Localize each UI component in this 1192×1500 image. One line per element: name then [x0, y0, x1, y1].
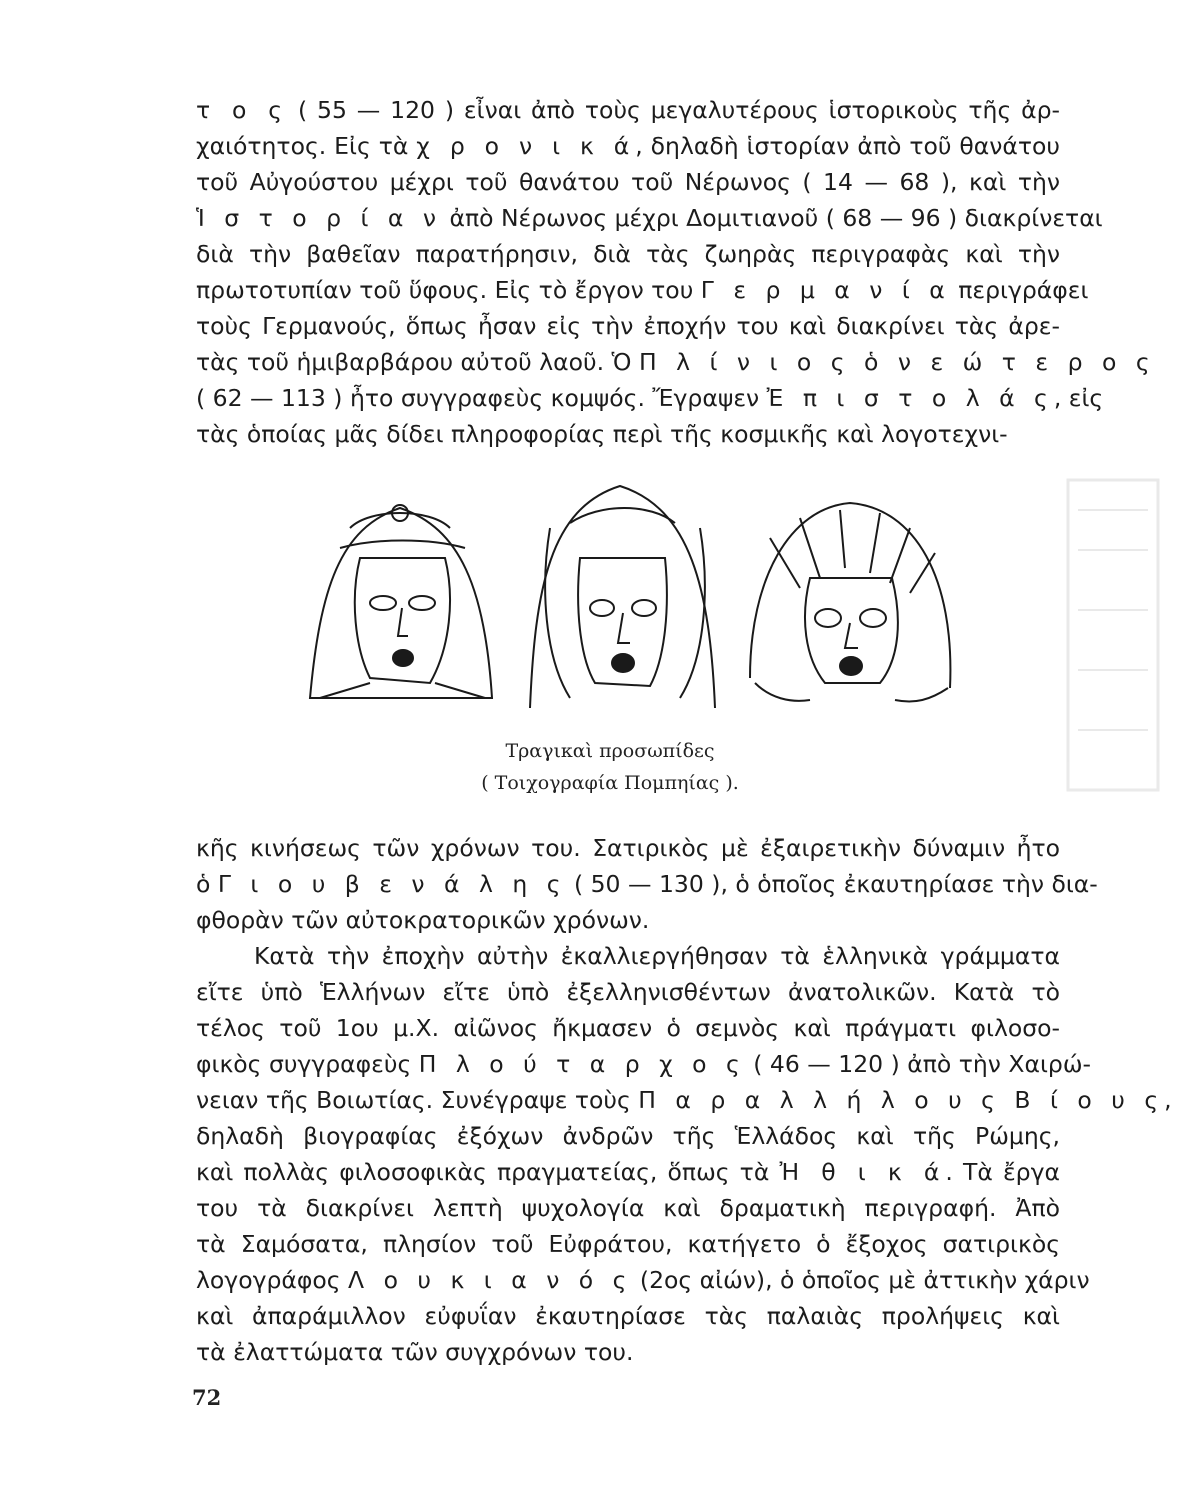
text-run: τὰ Σαμόσατα, πλησίον τοῦ Εὐφράτου, κατήγετο ὁ ἔξοχος σατιρικὸς — [196, 1230, 1060, 1258]
text-run: , — [1164, 1086, 1172, 1114]
text-run: εἴτε ὑπὸ Ἑλλήνων εἴτε ὑπὸ ἐξελληνισθέντων ἀνατολικῶν. Κατὰ τὸ — [196, 978, 1060, 1006]
text-run: φθορὰν τῶν αὐτοκρατορικῶν χρόνων. — [196, 906, 650, 934]
text-run: δηλαδὴ βιογραφίας ἐξόχων ἀνδρῶν τῆς Ἑλλάδος καὶ τῆς Ρώμης, — [196, 1122, 1060, 1150]
text-run: Γ ε ρ μ α ν ί α — [700, 276, 951, 304]
paragraph_3-line — [196, 1010, 1060, 1046]
paragraph_1-line — [196, 344, 1156, 380]
paragraph_3-line — [196, 1154, 1060, 1190]
text-run: Π λ ο ύ τ α ρ χ ο ς — [418, 1050, 746, 1078]
mask-left — [310, 505, 492, 698]
text-run: τέλος τοῦ 1ου μ.Χ. αἰῶνος ἤκμασεν ὁ σεμνὸς καὶ πράγματι φιλοσο- — [196, 1014, 1060, 1042]
paragraph_3-line — [196, 1046, 1091, 1082]
paragraph_1-line — [196, 164, 1060, 200]
paragraph_1-line — [196, 416, 1060, 452]
paragraph_3-line — [254, 938, 1060, 974]
paragraph_1-line — [196, 308, 1060, 344]
text-run: τοῦ Αὐγούστου μέχρι τοῦ θανάτου τοῦ Νέρωνος ( 14 — 68 ), καὶ τὴν — [196, 168, 1060, 196]
bleed-through-shadow — [1058, 470, 1168, 800]
paragraph_1-line — [196, 128, 1060, 164]
text-run: Γ ι ο υ β ε ν ά λ η ς — [217, 870, 567, 898]
text-run: χαιότητος. Εἰς τὰ — [196, 132, 417, 160]
figure-caption-title: Τραγικαὶ προσωπίδες — [505, 740, 715, 762]
tragic-masks-illustration — [280, 468, 1060, 738]
text-run: ( 55 — 120 ) εἶναι ἀπὸ τοὺς μεγαλυτέρους ἱστορικοὺς τῆς ἀρ- — [288, 96, 1061, 124]
paragraph_3-line — [196, 1262, 1090, 1298]
text-run: λογογράφος — [196, 1266, 349, 1294]
paragraph_3-line — [196, 1082, 1172, 1118]
text-run: . Τὰ ἔργα — [945, 1158, 1060, 1186]
text-run: τοὺς Γερμανούς, ὅπως ἦσαν εἰς τὴν ἐποχήν του καὶ διακρίνει τὰς ἀρε- — [196, 312, 1060, 340]
paragraph_2-line — [196, 866, 1098, 902]
text-run: ( 50 — 130 ), ὁ ὁποῖος ἐκαυτηρίασε τὴν δια- — [566, 870, 1098, 898]
text-run: διὰ τὴν βαθεῖαν παρατήρησιν, διὰ τὰς ζωηρὰς περιγραφὰς καὶ τὴν — [196, 240, 1060, 268]
paragraph_3-line — [196, 1334, 1060, 1370]
paragraph_1-line — [196, 236, 1060, 272]
page-number: 72 — [192, 1385, 222, 1410]
paragraph_1-line — [196, 200, 1103, 236]
text-run: Ἐ π ι σ τ ο λ ά ς — [766, 384, 1054, 412]
text-run: , εἰς — [1053, 384, 1104, 412]
text-run: τ ο ς — [196, 96, 289, 124]
text-run: Κατὰ τὴν ἐποχὴν αὐτὴν ἐκαλλιεργήθησαν τὰ ἑλληνικὰ γράμματα — [254, 942, 1060, 970]
text-run: του τὰ διακρίνει λεπτὴ ψυχολογία καὶ δραματικὴ περιγραφή. Ἀπὸ — [196, 1194, 1060, 1222]
text-run: περιγράφει — [950, 276, 1089, 304]
text-run: κῆς κινήσεως τῶν χρόνων του. Σατιρικὸς μὲ ἐξαιρετικὴν δύναμιν ἦτο — [196, 834, 1060, 862]
text-run: Ἱ σ τ ο ρ ί α ν — [196, 204, 442, 232]
text-run: πρωτοτυπίαν τοῦ ὕφους. Εἰς τὸ ἔργον του — [196, 276, 701, 304]
text-run: φικὸς συγγραφεὺς — [196, 1050, 419, 1078]
mask-center — [530, 486, 715, 708]
paragraph_1-line — [196, 272, 1089, 308]
text-run: Π α ρ α λ λ ή λ ο υ ς Β ί ο υ ς — [638, 1086, 1165, 1114]
paragraph_3-line — [196, 1190, 1060, 1226]
text-run: (2ος αἰών), ὁ ὁποῖος μὲ ἀττικὴν χάριν — [632, 1266, 1090, 1294]
mask-right — [750, 503, 950, 702]
text-run: ὁ — [196, 870, 218, 898]
paragraph_3-line — [196, 1298, 1060, 1334]
paragraph_3-line — [196, 974, 1060, 1010]
text-run: τὰς ὁποίας μᾶς δίδει πληροφορίας περὶ τῆς κοσμικῆς καὶ λογοτεχνι- — [196, 420, 1008, 448]
text-run: χ ρ ο ν ι κ ά — [416, 132, 636, 160]
text-run: ( 46 — 120 ) ἀπὸ τὴν Χαιρώ- — [745, 1050, 1091, 1078]
paragraph_3-line — [196, 1226, 1060, 1262]
text-run: τὰς τοῦ ἡμιβαρβάρου αὐτοῦ λαοῦ. Ὁ — [196, 348, 639, 376]
paragraph_1-line — [196, 92, 1060, 128]
text-run: , δηλαδὴ ἱστορίαν ἀπὸ τοῦ θανάτου — [635, 132, 1061, 160]
text-run: ἀπὸ Νέρωνος μέχρι Δομιτιανοῦ ( 68 — 96 ) διακρίνεται — [442, 204, 1103, 232]
paragraph_1-line — [196, 380, 1104, 416]
text-run: νειαν τῆς Βοιωτίας. Συνέγραψε τοὺς — [196, 1086, 639, 1114]
paragraph_3-line — [196, 1118, 1060, 1154]
paragraph_2-line — [196, 902, 1060, 938]
text-run: καὶ πολλὰς φιλοσοφικὰς πραγματείας, ὅπως τὰ — [196, 1158, 780, 1186]
paragraph_2-line — [196, 830, 1060, 866]
text-run: τὰ ἐλαττώματα τῶν συγχρόνων του. — [196, 1338, 634, 1366]
text-run: Π λ ί ν ι ο ς ὁ ν ε ώ τ ε ρ ο ς — [638, 348, 1156, 376]
figure-caption-source: ( Τοιχογραφία Πομπηίας ). — [481, 772, 739, 794]
text-run: Ἠ θ ι κ ά — [779, 1158, 946, 1186]
text-run: καὶ ἀπαράμιλλον εὐφυΐαν ἐκαυτηρίασε τὰς παλαιὰς προλήψεις καὶ — [196, 1302, 1060, 1330]
text-run: Λ ο υ κ ι α ν ό ς — [348, 1266, 633, 1294]
text-run: ( 62 — 113 ) ἦτο συγγραφεὺς κομψός. Ἔγραψεν — [196, 384, 767, 412]
